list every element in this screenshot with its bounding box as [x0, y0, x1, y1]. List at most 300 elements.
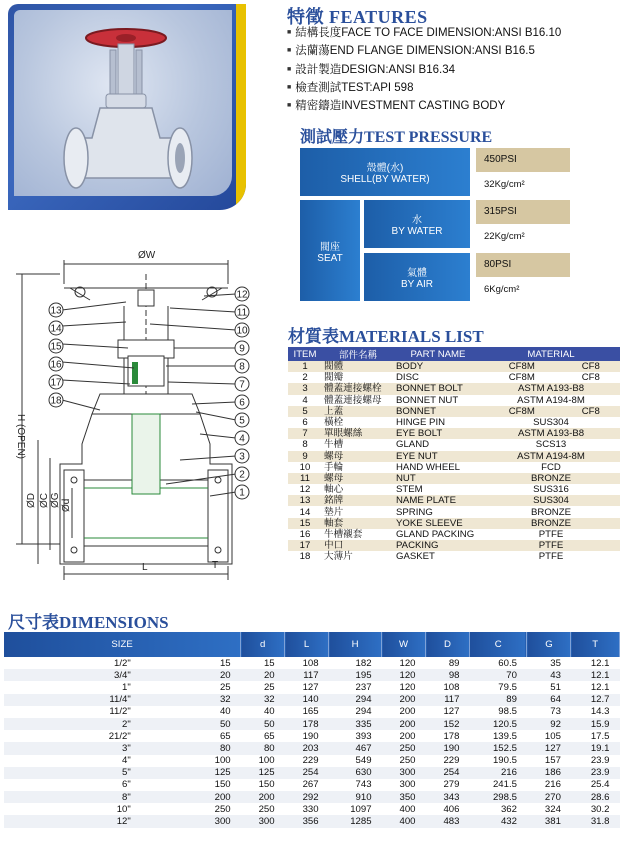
dimensions-cell: 12.1: [571, 681, 620, 693]
materials-cell: 上蓋: [322, 406, 394, 417]
materials-cell: 9: [288, 451, 322, 462]
materials-cell: BRONZE: [482, 518, 620, 529]
materials-cell: 墊片: [322, 506, 394, 517]
dimensions-cell: 98.5: [469, 706, 526, 718]
dimensions-cell: 28.6: [571, 791, 620, 803]
dimensions-cell: 25: [153, 681, 241, 693]
valve-photo-illustration: [14, 10, 232, 196]
valve-photo-panel: [8, 4, 246, 210]
dimensions-cell: 14.3: [571, 706, 620, 718]
dimensions-cell: 241.5: [469, 779, 526, 791]
dimensions-cell: 65: [241, 730, 285, 742]
dimensions-body: [4, 657, 620, 828]
materials-cell: 1: [288, 361, 322, 372]
materials-cell: 大薄片: [322, 551, 394, 562]
dimensions-row: [4, 730, 620, 742]
materials-title: 材質表MATERIALS LIST: [288, 327, 484, 346]
dimensions-cell: 64: [527, 694, 571, 706]
callout-right-number: 10: [236, 325, 248, 337]
materials-cell: BONNET BOLT: [394, 383, 482, 394]
dimensions-cell: 298.5: [469, 791, 526, 803]
dimensions-cell: 127: [285, 681, 329, 693]
materials-cell: 軸心: [322, 484, 394, 495]
materials-row: [288, 529, 620, 540]
materials-row: [288, 484, 620, 495]
materials-cell: GLAND PACKING: [394, 529, 482, 540]
materials-cell: EYE NUT: [394, 451, 482, 462]
materials-cell: CF8: [562, 372, 620, 383]
dimensions-cell: 343: [426, 791, 470, 803]
callout-right-number: 11: [236, 307, 248, 319]
dimensions-cell: 324: [527, 803, 571, 815]
dimensions-cell: 300: [153, 815, 241, 827]
dimensions-cell: 120: [382, 669, 426, 681]
materials-cell: 3: [288, 383, 322, 394]
materials-row: [288, 383, 620, 394]
dimensions-cell: 356: [285, 815, 329, 827]
dimensions-cell: 20: [241, 669, 285, 681]
dimensions-cell: 43: [527, 669, 571, 681]
dimensions-cell: 250: [382, 742, 426, 754]
materials-row: [288, 540, 620, 551]
dimensions-cell: 80: [241, 742, 285, 754]
materials-header-cell: MATERIAL: [482, 347, 620, 361]
callout-right-number: 7: [239, 379, 245, 391]
dimensions-cell: 1/2": [4, 657, 153, 669]
materials-row: [288, 551, 620, 562]
materials-cell: SUS304: [482, 495, 620, 506]
dimensions-row: [4, 681, 620, 693]
dimensions-cell: 70: [469, 669, 526, 681]
dimensions-row: [4, 694, 620, 706]
dimensions-cell: 127: [527, 742, 571, 754]
dimensions-cell: 125: [153, 767, 241, 779]
dimensions-row: [4, 755, 620, 767]
dimensions-header-cell: H: [329, 632, 382, 657]
materials-cell: 14: [288, 506, 322, 517]
water-label-en: BY WATER: [391, 226, 443, 237]
materials-cell: ASTM A193-B8: [482, 383, 620, 394]
dimensions-header-cell: C: [469, 632, 526, 657]
materials-cell: NAME PLATE: [394, 495, 482, 506]
dimensions-cell: 35: [527, 657, 571, 669]
materials-cell: BRONZE: [482, 506, 620, 517]
materials-cell: PTFE: [482, 529, 620, 540]
dimensions-cell: 186: [527, 767, 571, 779]
dimensions-cell: 195: [329, 669, 382, 681]
water-label: [364, 200, 470, 248]
dimensions-cell: 73: [527, 706, 571, 718]
dimensions-cell: 19.1: [571, 742, 620, 754]
callout-right-number: 2: [239, 469, 245, 481]
materials-row: [288, 406, 620, 417]
dimensions-cell: 50: [153, 718, 241, 730]
test-pressure-table: [300, 148, 570, 301]
dimensions-cell: 400: [382, 803, 426, 815]
dim-t-label: T: [212, 560, 219, 571]
materials-cell: PACKING: [394, 540, 482, 551]
air-kg: 6Kg/cm²: [476, 277, 570, 301]
dimensions-cell: 17.5: [571, 730, 620, 742]
dimensions-row: [4, 706, 620, 718]
dimensions-cell: 10": [4, 803, 153, 815]
materials-cell: BONNET: [394, 406, 482, 417]
dimensions-cell: 152: [426, 718, 470, 730]
dimensions-row: [4, 669, 620, 681]
seat-label-en: SEAT: [317, 252, 343, 264]
dimensions-cell: 3/4": [4, 669, 153, 681]
materials-cell: 螺母: [322, 451, 394, 462]
dimensions-cell: 182: [329, 657, 382, 669]
materials-cell: 中口: [322, 540, 394, 551]
dimensions-cell: 178: [426, 730, 470, 742]
dimensions-cell: 8": [4, 791, 153, 803]
dimensions-cell: 743: [329, 779, 382, 791]
materials-row: [288, 395, 620, 406]
dimensions-cell: 20: [153, 669, 241, 681]
materials-row: [288, 361, 620, 372]
dimensions-cell: 40: [241, 706, 285, 718]
dimensions-cell: 89: [426, 657, 470, 669]
materials-cell: 牛槽襯套: [322, 529, 394, 540]
dimensions-cell: 335: [329, 718, 382, 730]
dimensions-title: 尺寸表DIMENSIONS: [8, 613, 169, 632]
dimensions-cell: 549: [329, 755, 382, 767]
dimensions-cell: 117: [426, 694, 470, 706]
features-list: [287, 24, 561, 115]
dimensions-cell: 250: [153, 803, 241, 815]
air-label-zh: 氣體: [407, 268, 427, 279]
dimensions-cell: 89: [469, 694, 526, 706]
dimensions-cell: 178: [285, 718, 329, 730]
dimensions-cell: 910: [329, 791, 382, 803]
materials-cell: 銘牌: [322, 495, 394, 506]
dimensions-cell: 15: [153, 657, 241, 669]
dimensions-header-cell: T: [571, 632, 620, 657]
materials-cell: FCD: [482, 462, 620, 473]
dimensions-header-cell: D: [426, 632, 470, 657]
materials-header-cell: ITEM: [288, 347, 322, 361]
dimensions-cell: 65: [153, 730, 241, 742]
dimensions-cell: 267: [285, 779, 329, 791]
callouts-left: [49, 303, 63, 407]
callout-left-number: 16: [50, 359, 62, 371]
dimensions-cell: 108: [285, 657, 329, 669]
dimensions-cell: 300: [382, 767, 426, 779]
shell-psi: 450PSI: [476, 148, 570, 172]
seat-label-zh: 閥座: [320, 241, 340, 253]
dimensions-cell: 120: [382, 657, 426, 669]
materials-header-row: [288, 347, 620, 361]
dimensions-cell: 393: [329, 730, 382, 742]
dimensions-cell: 254: [285, 767, 329, 779]
dimensions-cell: 3": [4, 742, 153, 754]
shell-kg: 32Kg/cm²: [476, 172, 570, 196]
dimensions-header-cell: SIZE: [4, 632, 241, 657]
air-label: [364, 253, 470, 301]
dimensions-cell: 216: [469, 767, 526, 779]
valve-photo: [14, 10, 232, 196]
seat-label: [300, 200, 360, 301]
dimensions-cell: 12": [4, 815, 153, 827]
dimensions-cell: 21/2": [4, 730, 153, 742]
materials-header-cell: 部件名稱: [322, 347, 394, 361]
dimensions-table: [4, 632, 620, 828]
test-pressure-title: 測試壓力TEST PRESSURE: [300, 129, 493, 146]
materials-cell: 閥瓣: [322, 372, 394, 383]
materials-row: [288, 417, 620, 428]
dimensions-cell: 60.5: [469, 657, 526, 669]
materials-row: [288, 451, 620, 462]
features-title: 特徵 FEATURES: [287, 7, 428, 27]
materials-cell: BODY: [394, 361, 482, 372]
materials-cell: SPRING: [394, 506, 482, 517]
air-psi: 80PSI: [476, 253, 570, 277]
materials-cell: BRONZE: [482, 473, 620, 484]
dimensions-header-cell: W: [382, 632, 426, 657]
materials-table: [288, 347, 620, 562]
dimensions-cell: 40: [153, 706, 241, 718]
dimensions-row: [4, 767, 620, 779]
dimensions-cell: 92: [527, 718, 571, 730]
materials-cell: 7: [288, 428, 322, 439]
dimensions-cell: 483: [426, 815, 470, 827]
dimensions-cell: 1285: [329, 815, 382, 827]
dimensions-cell: 200: [241, 791, 285, 803]
materials-cell: 橫栓: [322, 417, 394, 428]
dimensions-cell: 6": [4, 779, 153, 791]
materials-cell: 軸套: [322, 518, 394, 529]
dimensions-cell: 279: [426, 779, 470, 791]
materials-cell: CF8: [562, 406, 620, 417]
materials-cell: 體蓋連接螺母: [322, 395, 394, 406]
materials-cell: ASTM A193-B8: [482, 428, 620, 439]
callout-right-number: 5: [239, 415, 245, 427]
callout-left-number: 17: [50, 377, 62, 389]
dimensions-cell: 300: [382, 779, 426, 791]
shell-label-zh: 殼體(水): [366, 163, 404, 174]
dimensions-cell: 157: [527, 755, 571, 767]
dimensions-row: [4, 742, 620, 754]
materials-cell: 11: [288, 473, 322, 484]
materials-row: [288, 428, 620, 439]
dimensions-cell: 12.1: [571, 657, 620, 669]
dimensions-cell: 120.5: [469, 718, 526, 730]
dimensions-cell: 127: [426, 706, 470, 718]
dimensions-cell: 32: [241, 694, 285, 706]
dimensions-cell: 79.5: [469, 681, 526, 693]
callout-right-number: 9: [239, 343, 245, 355]
dimensions-cell: 15.9: [571, 718, 620, 730]
dimensions-cell: 125: [241, 767, 285, 779]
dimensions-cell: 200: [382, 706, 426, 718]
materials-cell: CF8M: [482, 361, 562, 372]
dimensions-cell: 51: [527, 681, 571, 693]
callout-right-number: 12: [236, 289, 248, 301]
dimensions-cell: 120: [382, 681, 426, 693]
dimensions-cell: 362: [469, 803, 526, 815]
dimensions-header-cell: L: [285, 632, 329, 657]
dimensions-header-row: [4, 632, 620, 657]
dimensions-cell: 150: [241, 779, 285, 791]
materials-cell: 12: [288, 484, 322, 495]
materials-cell: EYE BOLT: [394, 428, 482, 439]
dimensions-row: [4, 803, 620, 815]
materials-cell: 13: [288, 495, 322, 506]
dimensions-cell: 200: [382, 730, 426, 742]
materials-row: [288, 372, 620, 383]
dimensions-cell: 237: [329, 681, 382, 693]
dimensions-cell: 400: [382, 815, 426, 827]
dimensions-cell: 15: [241, 657, 285, 669]
dimensions-row: [4, 815, 620, 827]
dimensions-cell: 100: [153, 755, 241, 767]
materials-cell: 4: [288, 395, 322, 406]
dimensions-cell: 5": [4, 767, 153, 779]
dimensions-cell: 406: [426, 803, 470, 815]
dimensions-cell: 23.9: [571, 755, 620, 767]
dim-l-label: L: [142, 562, 148, 573]
dimensions-cell: 1": [4, 681, 153, 693]
materials-row: [288, 473, 620, 484]
dimensions-cell: 165: [285, 706, 329, 718]
dimensions-cell: 25: [241, 681, 285, 693]
photo-accent-stripe: [236, 4, 246, 210]
dimensions-cell: 467: [329, 742, 382, 754]
materials-cell: 2: [288, 372, 322, 383]
dimensions-row: [4, 791, 620, 803]
shell-label-en: SHELL(BY WATER): [340, 174, 430, 185]
materials-cell: 15: [288, 518, 322, 529]
materials-cell: BONNET NUT: [394, 395, 482, 406]
materials-cell: 5: [288, 406, 322, 417]
dimensions-cell: 190: [285, 730, 329, 742]
dimensions-cell: 80: [153, 742, 241, 754]
dim-dd-label: Ød: [61, 498, 72, 512]
dimensions-cell: 100: [241, 755, 285, 767]
dimensions-cell: 2": [4, 718, 153, 730]
callout-right-number: 6: [239, 397, 245, 409]
dimensions-cell: 294: [329, 706, 382, 718]
materials-row: [288, 518, 620, 529]
dimensions-cell: 31.8: [571, 815, 620, 827]
dimensions-cell: 105: [527, 730, 571, 742]
materials-cell: PTFE: [482, 540, 620, 551]
shell-label: [300, 148, 470, 196]
dimensions-header-cell: d: [241, 632, 285, 657]
materials-cell: 閥體: [322, 361, 394, 372]
dimensions-cell: 108: [426, 681, 470, 693]
materials-row: [288, 506, 620, 517]
dimensions-cell: 11/4": [4, 694, 153, 706]
materials-cell: CF8M: [482, 372, 562, 383]
materials-cell: ASTM A194-8M: [482, 451, 620, 462]
dimensions-cell: 140: [285, 694, 329, 706]
dim-h-label: H (OPEN): [15, 414, 26, 459]
dimensions-cell: 50: [241, 718, 285, 730]
feature-item: ■ 精密鑄造INVESTMENT CASTING BODY: [287, 97, 561, 115]
air-label-en: BY AIR: [400, 279, 434, 290]
materials-cell: ASTM A194-8M: [482, 395, 620, 406]
dimensions-cell: 12.1: [571, 669, 620, 681]
dimensions-cell: 190.5: [469, 755, 526, 767]
materials-cell: 10: [288, 462, 322, 473]
materials-cell: CF8M: [482, 406, 562, 417]
feature-item: ■ 檢查測試TEST:API 598: [287, 79, 561, 97]
dimensions-cell: 250: [241, 803, 285, 815]
dimensions-cell: 117: [285, 669, 329, 681]
dimensions-cell: 190: [426, 742, 470, 754]
materials-cell: HAND WHEEL: [394, 462, 482, 473]
dimensions-cell: 200: [382, 694, 426, 706]
dimensions-cell: 1097: [329, 803, 382, 815]
dim-d-label: ØD: [26, 493, 37, 508]
dimensions-cell: 25.4: [571, 779, 620, 791]
callout-left-number: 18: [50, 395, 62, 407]
dimensions-cell: 200: [153, 791, 241, 803]
dimensions-cell: 432: [469, 815, 526, 827]
materials-row: [288, 495, 620, 506]
materials-cell: 8: [288, 439, 322, 450]
materials-cell: 6: [288, 417, 322, 428]
feature-item: ■ 法蘭蕩END FLANGE DIMENSION:ANSI B16.5: [287, 42, 561, 60]
materials-cell: 牛槽: [322, 439, 394, 450]
materials-cell: CF8: [562, 361, 620, 372]
dimensions-cell: 294: [329, 694, 382, 706]
dimensions-cell: 350: [382, 791, 426, 803]
callout-right-number: 4: [239, 433, 245, 445]
materials-cell: DISC: [394, 372, 482, 383]
materials-cell: 螺母: [322, 473, 394, 484]
dimensions-cell: 203: [285, 742, 329, 754]
materials-cell: NUT: [394, 473, 482, 484]
dimensions-cell: 630: [329, 767, 382, 779]
materials-cell: SUS316: [482, 484, 620, 495]
callout-left-number: 15: [50, 341, 62, 353]
materials-row: [288, 462, 620, 473]
dimensions-row: [4, 718, 620, 730]
feature-item: ■ 設計製造DESIGN:ANSI B16.34: [287, 61, 561, 79]
callout-left-number: 14: [50, 323, 62, 335]
dimensions-cell: 216: [527, 779, 571, 791]
dimensions-cell: 30.2: [571, 803, 620, 815]
materials-cell: 單眼螺絲: [322, 428, 394, 439]
materials-cell: 手輪: [322, 462, 394, 473]
dimensions-header-cell: G: [527, 632, 571, 657]
dim-c-label: ØC: [39, 493, 50, 508]
callout-right-number: 3: [239, 451, 245, 463]
dimensions-cell: 23.9: [571, 767, 620, 779]
materials-cell: 體蓋連接螺栓: [322, 383, 394, 394]
dimensions-row: [4, 657, 620, 669]
callout-right-number: 8: [239, 361, 245, 373]
dimensions-row: [4, 779, 620, 791]
materials-cell: GLAND: [394, 439, 482, 450]
dimensions-cell: 270: [527, 791, 571, 803]
dimensions-cell: 12.7: [571, 694, 620, 706]
dimensions-cell: 229: [285, 755, 329, 767]
dim-w-label: ØW: [138, 250, 156, 261]
materials-cell: 16: [288, 529, 322, 540]
dimensions-cell: 381: [527, 815, 571, 827]
callouts-right: [235, 287, 249, 499]
callout-left-number: 13: [50, 305, 62, 317]
materials-cell: 17: [288, 540, 322, 551]
materials-cell: PTFE: [482, 551, 620, 562]
materials-cell: SCS13: [482, 439, 620, 450]
dimensions-cell: 11/2": [4, 706, 153, 718]
callout-right-number: 1: [239, 487, 245, 499]
